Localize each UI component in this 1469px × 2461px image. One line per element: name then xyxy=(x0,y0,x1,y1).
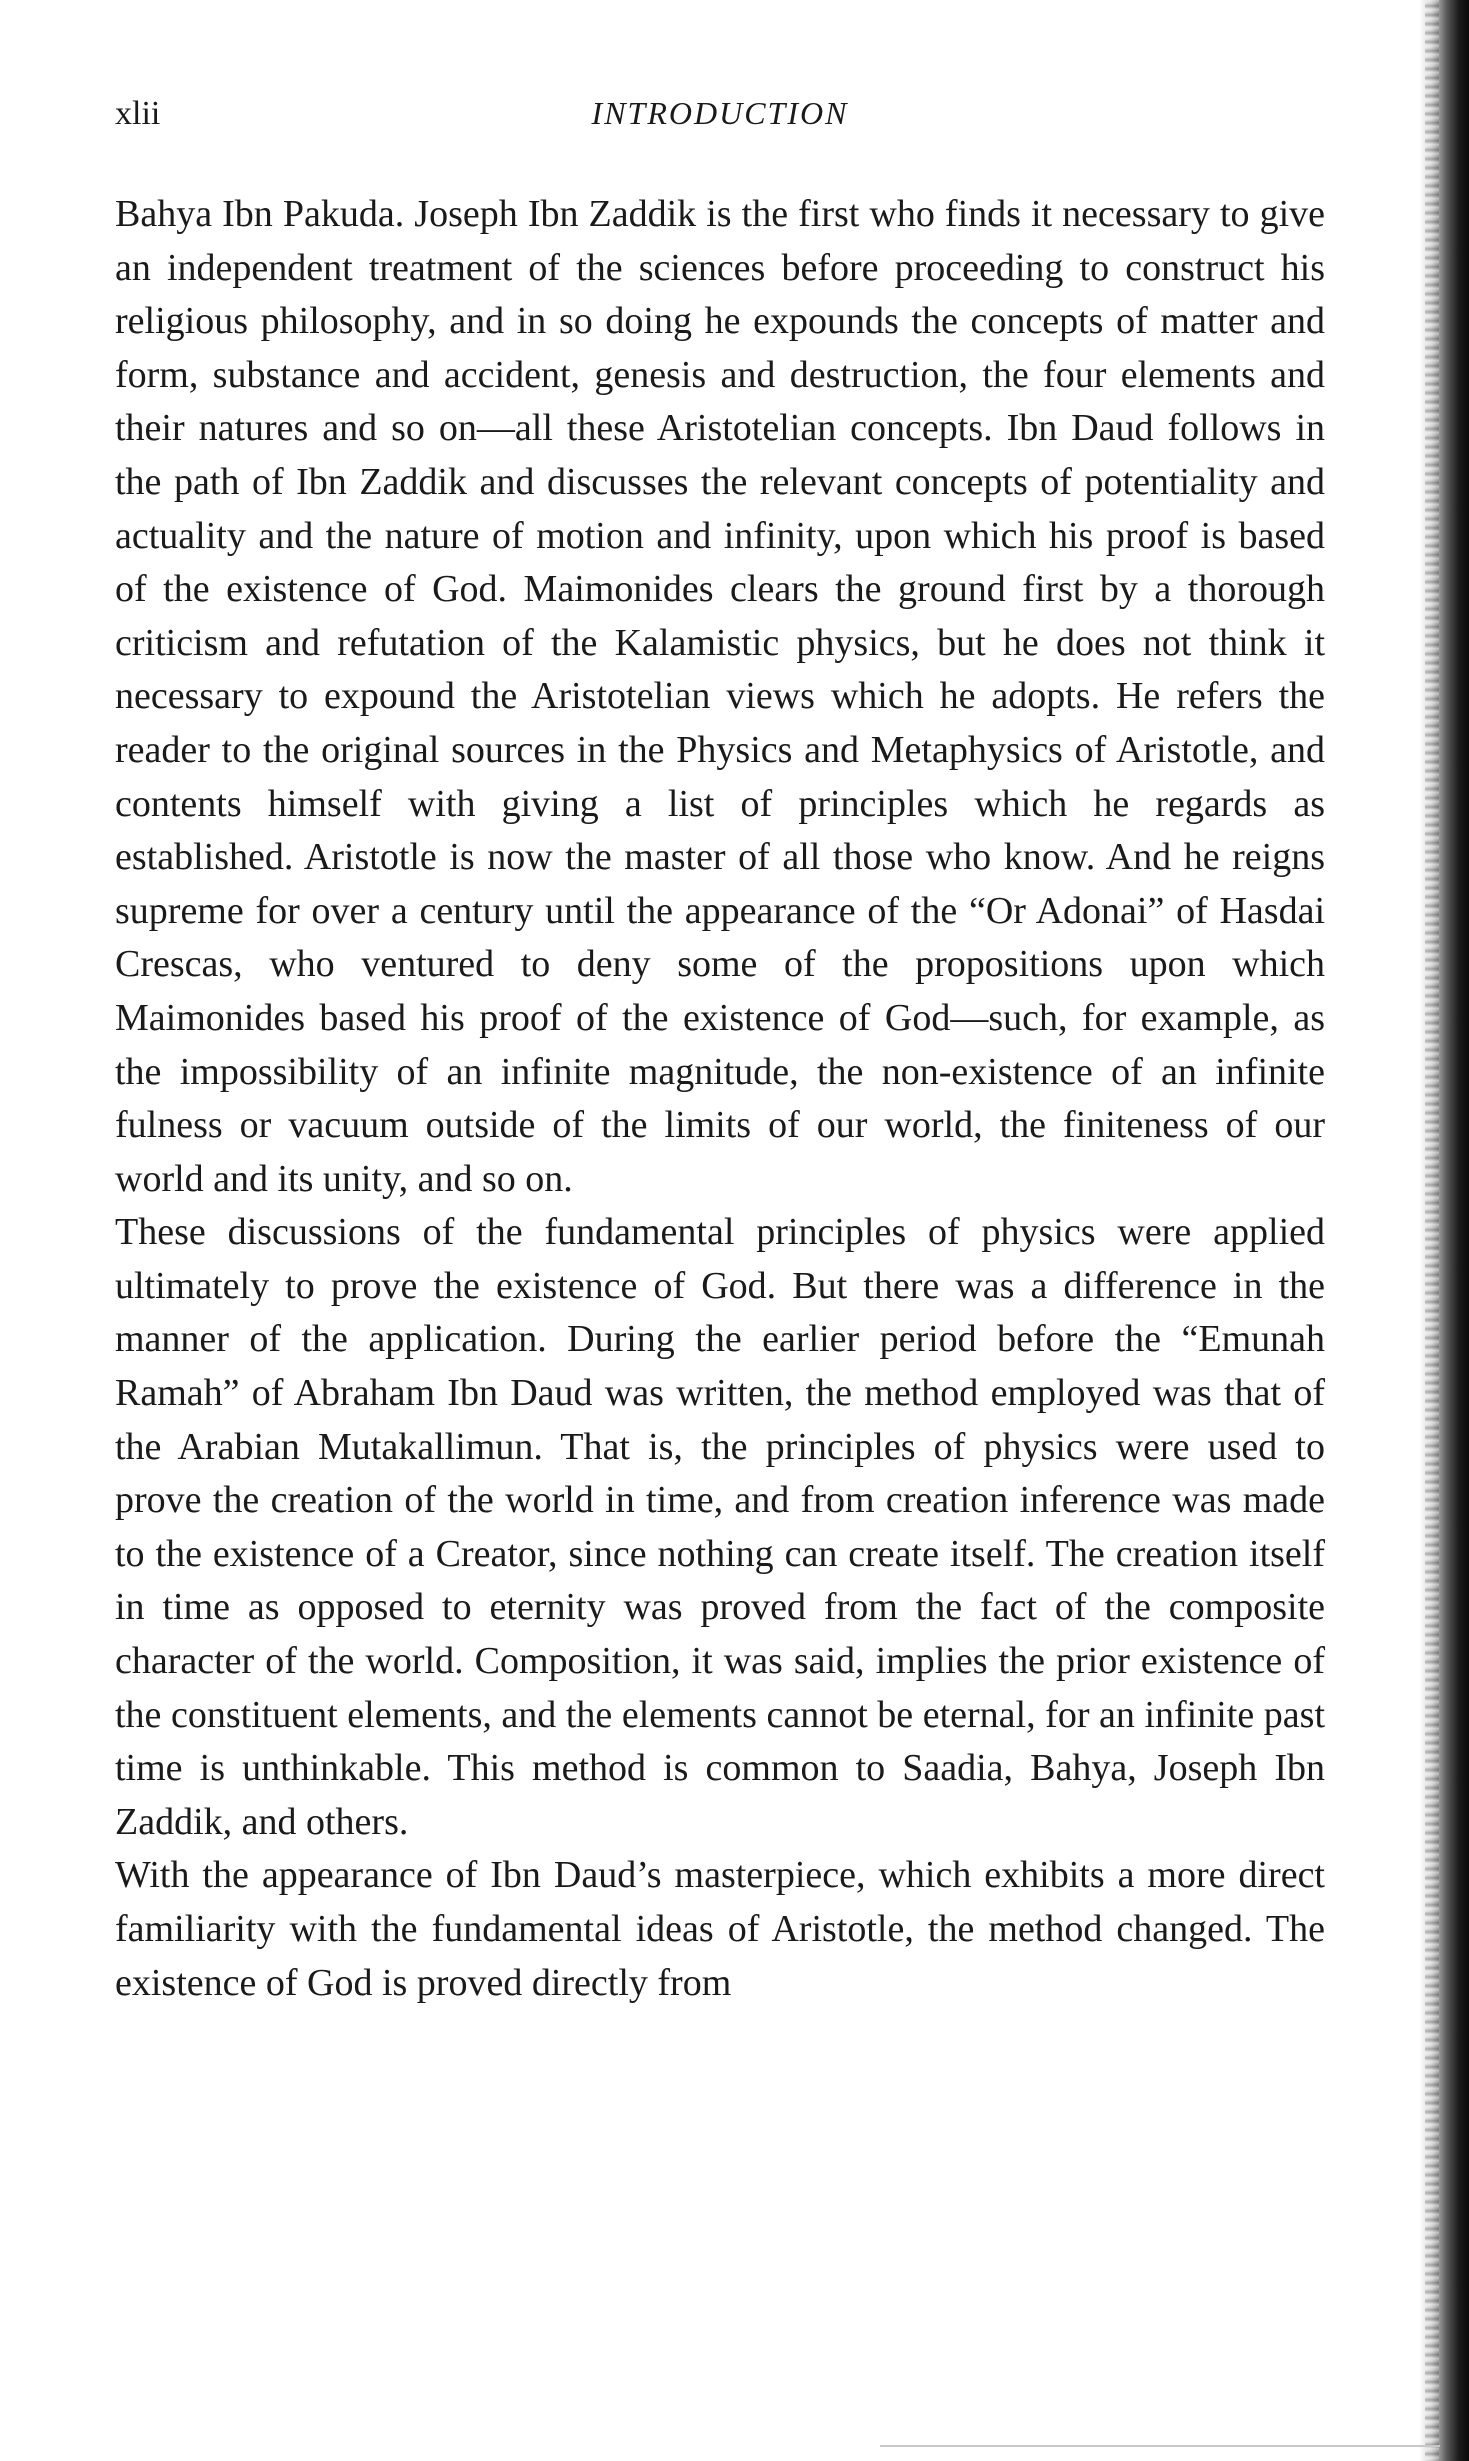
paragraph: With the appearance of Ibn Daud’s masterpiece, which exhibits a more direct familiarity with the fundamental ideas of Aristotle, the method changed. The existence of God is proved directly from xyxy=(115,1854,1325,2004)
page-edge-texture xyxy=(1425,0,1439,2461)
body-text xyxy=(115,188,1325,2010)
running-head xyxy=(115,95,1325,145)
running-title: INTRODUCTION xyxy=(591,95,849,131)
paragraph-continued: Bahya Ibn Pakuda. Joseph Ibn Zaddik is the first who finds it necessary to give an independent treatment of the sciences before proceeding to construct his religious philosophy, and in so doing he expounds the concepts of matter and form, substance and accident, genesis and destruction, the four elements and their natures and so on—all these Aristotelian concepts. Ibn Daud follows in the path of Ibn Zaddik and discusses the relevant concepts of potentiality and actuality and the nature of motion and infinity, upon which his proof is based of the existence of God. Maimonides clears the ground first by a thorough criticism and refutation of the Kalamistic physics, but he does not think it necessary to expound the Aristotelian views which he adopts. He refers the reader to the original sources in the Physics and Metaphysics of Aristotle, and contents himself with giving a list of principles which he regards as established. Aristotle is now the master of all those who know. And he reigns supreme for over a century until the appearance of the “Or Adonai” of Hasdai Crescas, who ventured to deny some of the propositions upon which Maimonides based his proof of the existence of God—such, for example, as the impossibility of an infinite magnitude, the non-existence of an infinite fulness or vacuum outside of the limits of our world, the finiteness of our world and its unity, and so on. xyxy=(115,193,1325,1200)
paragraph: These discussions of the fundamental principles of physics were applied ultimately to prove the existence of God. But there was a difference in the manner of the application. During the earlier period before the “Emunah Ramah” of Abraham Ibn Daud was written, the method employed was that of the Arabian Mutakallimun. That is, the principles of physics were used to prove the creation of the world in time, and from creation inference was made to the existence of a Creator, since nothing can create itself. The creation itself in time as opposed to eternity was proved from the fact of the composite character of the world. Composition, it was said, implies the prior existence of the constituent elements, and the elements cannot be eternal, for an infinite past time is unthinkable. This method is common to Saadia, Bahya, Joseph Ibn Zaddik, and others. xyxy=(115,1211,1325,1843)
scan-artifact-line xyxy=(880,2445,1440,2447)
page-number: xlii xyxy=(115,95,161,132)
